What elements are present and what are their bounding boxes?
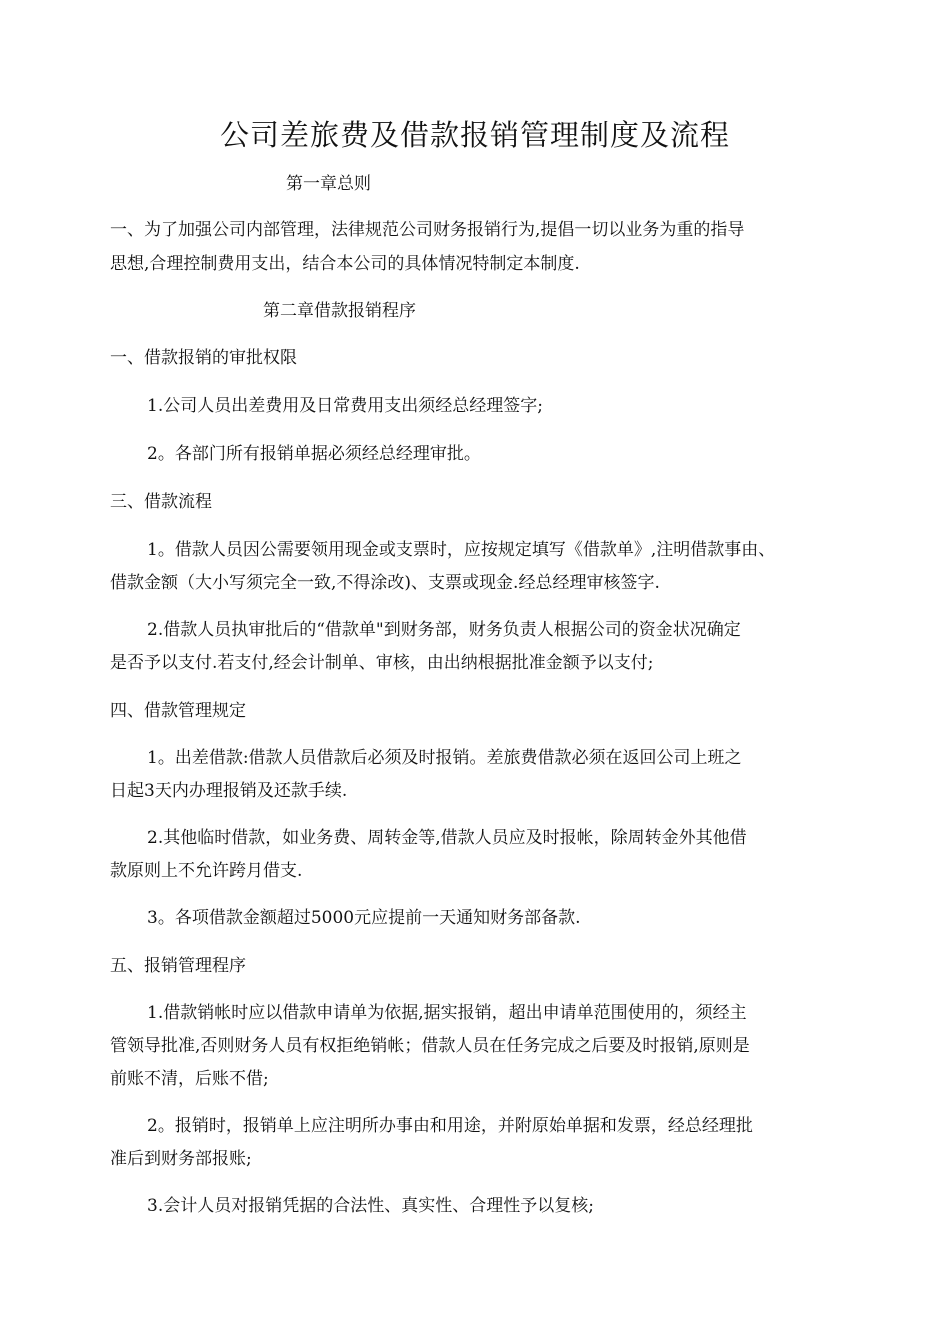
section-5-item-1-line-1: 1.借款销帐时应以借款申请单为依据,据实报销，超出申请单范围使用的，须经主 (147, 1003, 747, 1023)
section-4-item-1-line-1: 1。出差借款:借款人员借款后必须及时报销。差旅费借款必须在返回公司上班之 (147, 748, 742, 768)
section-5-item-1-line-2: 管领导批准,否则财务人员有权拒绝销帐；借款人员在任务完成之后要及时报销,原则是 (110, 1036, 750, 1056)
chapter-1-paragraph-line-2: 思想,合理控制费用支出，结合本公司的具体情况特制定本制度. (110, 254, 580, 274)
section-3-item-2-line-1: 2.借款人员执审批后的“借款单"到财务部，财务负责人根据公司的资金状况确定 (147, 620, 741, 640)
section-5-item-3: 3.会计人员对报销凭据的合法性、真实性、合理性予以复核; (147, 1196, 594, 1216)
document-title: 公司差旅费及借款报销管理制度及流程 (219, 118, 730, 152)
chapter-2-heading: 第二章借款报销程序 (263, 301, 416, 321)
section-5-heading: 五、报销管理程序 (110, 956, 246, 976)
section-3-heading: 三、借款流程 (110, 492, 212, 512)
section-5-item-2-line-2: 准后到财务部报账; (110, 1149, 252, 1169)
section-4-item-1-line-2: 日起3天内办理报销及还款手续. (110, 781, 348, 801)
section-4-item-2-line-2: 款原则上不允许跨月借支. (110, 861, 303, 881)
section-5-item-2-line-1: 2。报销时，报销单上应注明所办事由和用途，并附原始单据和发票，经总经理批 (147, 1116, 753, 1136)
section-1-item-2: 2。各部门所有报销单据必须经总经理审批。 (147, 444, 481, 464)
section-5-item-1-line-3: 前账不清，后账不借; (110, 1069, 269, 1089)
section-4-heading: 四、借款管理规定 (110, 701, 246, 721)
chapter-1-heading: 第一章总则 (286, 174, 371, 194)
section-3-item-2-line-2: 是否予以支付.若支付,经会计制单、审核，由出纳根据批准金额予以支付; (110, 653, 654, 673)
section-3-item-1-line-2: 借款金额（大小写须完全一致,不得涂改)、支票或现金.经总经理审核签字. (110, 573, 660, 593)
section-1-heading: 一、借款报销的审批权限 (110, 348, 297, 368)
section-1-item-1: 1.公司人员出差费用及日常费用支出须经总经理签字; (147, 396, 543, 416)
section-4-item-3: 3。各项借款金额超过5000元应提前一天通知财务部备款. (147, 908, 581, 928)
section-4-item-2-line-1: 2.其他临时借款，如业务费、周转金等,借款人员应及时报帐，除周转金外其他借 (147, 828, 747, 848)
section-3-item-1-line-1: 1。借款人员因公需要领用现金或支票时，应按规定填写《借款单》,注明借款事由、 (147, 540, 776, 560)
chapter-1-paragraph-line-1: 一、为了加强公司内部管理，法律规范公司财务报销行为,提倡一切以业务为重的指导 (110, 220, 745, 240)
